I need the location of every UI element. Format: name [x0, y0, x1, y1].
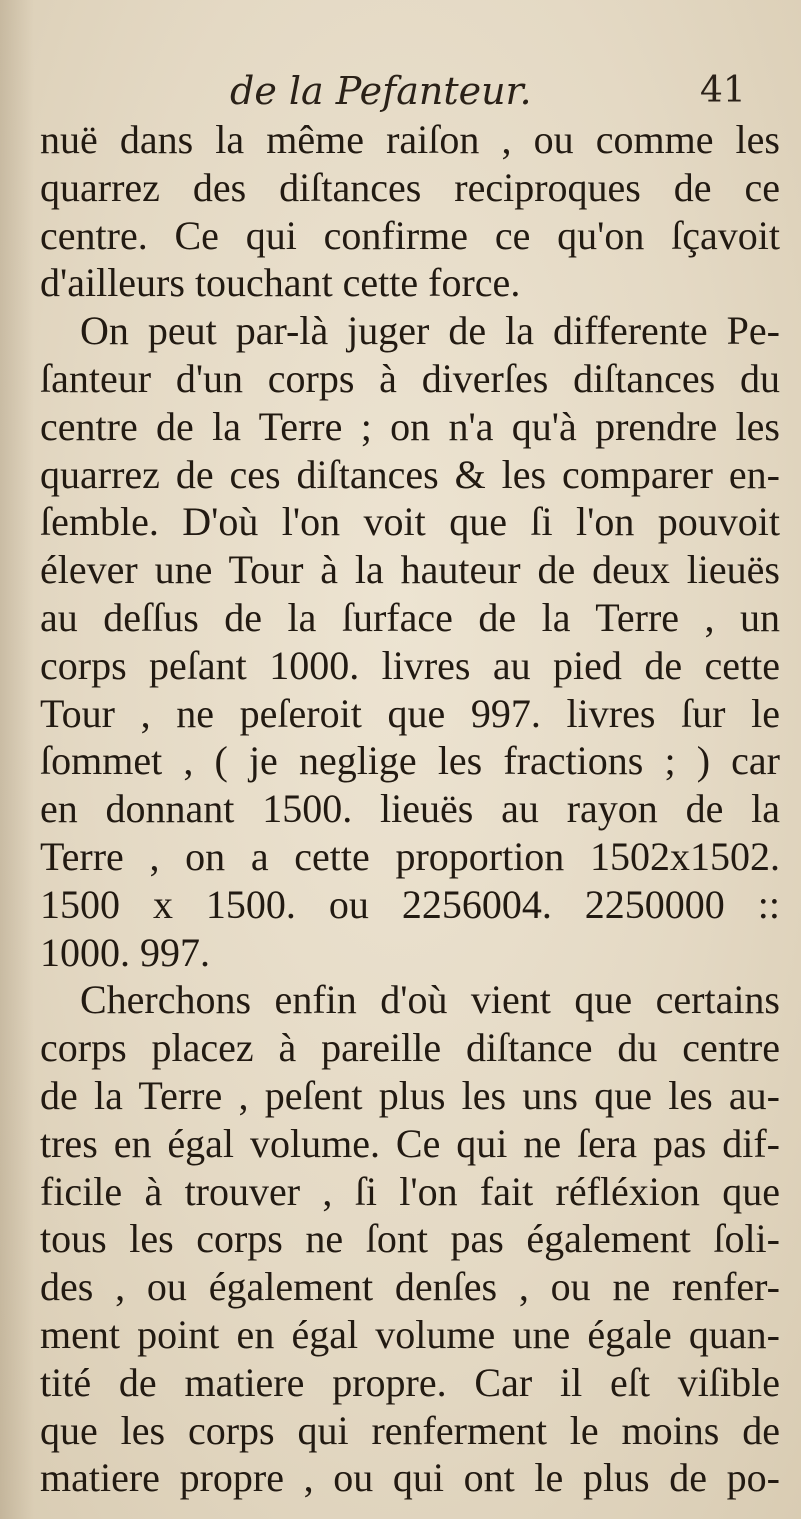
- text-line: On peut par-là juger de la differente Pe-: [80, 308, 780, 354]
- text-line: matiere propre , ou qui ont le plus de po-: [40, 1455, 780, 1501]
- text-line: que les corps qui renferment le moins de: [40, 1407, 780, 1453]
- text-line: Cherchons enfin d'où vient que certains: [80, 977, 780, 1023]
- text-line: tres en égal volume. Ce qui ne ſera pas dif-: [40, 1120, 780, 1166]
- text-line: centre de la Terre ; on n'a qu'à prendre les: [40, 403, 780, 449]
- text-line: en donnant 1500. lieuës au rayon de la: [40, 786, 780, 832]
- page-header: [0, 68, 801, 118]
- text-line: ficile à trouver , ſi l'on fait réfléxion que: [40, 1168, 780, 1214]
- text-line: tous les corps ne ſont pas également ſoli-: [40, 1216, 780, 1262]
- text-line: corps peſant 1000. livres au pied de cette: [40, 642, 780, 688]
- text-line: 1500 x 1500. ou 2256004. 2250000 ::: [40, 881, 780, 927]
- text-line: quarrez de ces diſtances & les comparer en-: [40, 451, 780, 497]
- text-line: ſemble. D'où l'on voit que ſi l'on pouvoit: [40, 499, 780, 545]
- text-line: élever une Tour à la hauteur de deux lieuës: [40, 547, 780, 593]
- text-line: au deſſus de la ſurface de la Terre , un: [40, 594, 780, 640]
- text-line: de la Terre , peſent plus les uns que les au-: [40, 1072, 780, 1118]
- text-line: corps placez à pareille diſtance du centre: [40, 1025, 780, 1071]
- text-line: centre. Ce qui confirme ce qu'on ſçavoit: [40, 212, 780, 258]
- text-line: d'ailleurs touchant cette force.: [40, 260, 521, 306]
- text-line: Tour , ne peſeroit que 997. livres ſur le: [40, 690, 780, 736]
- text-line: Terre , on a cette proportion 1502x1502.: [40, 833, 780, 879]
- text-line: nuë dans la même raiſon , ou comme les: [40, 117, 780, 162]
- binding-shadow: [0, 0, 34, 1519]
- page-number: 41: [700, 70, 746, 111]
- text-line: tité de matiere propre. Car il eſt viſible: [40, 1359, 780, 1405]
- text-line: ment point en égal volume une égale quan-: [40, 1311, 780, 1357]
- text-line: 1000. 997.: [40, 929, 210, 975]
- text-line: ſanteur d'un corps à diverſes diſtances du: [40, 355, 780, 401]
- running-head: de la Pefanteur.: [230, 69, 532, 113]
- text-line: quarrez des diſtances reciproques de ce: [40, 164, 780, 210]
- text-line: ſommet , ( je neglige les fractions ; ) car: [40, 738, 780, 784]
- text-line: des , ou également denſes , ou ne renfer-: [40, 1264, 780, 1310]
- body-text: [40, 116, 780, 1502]
